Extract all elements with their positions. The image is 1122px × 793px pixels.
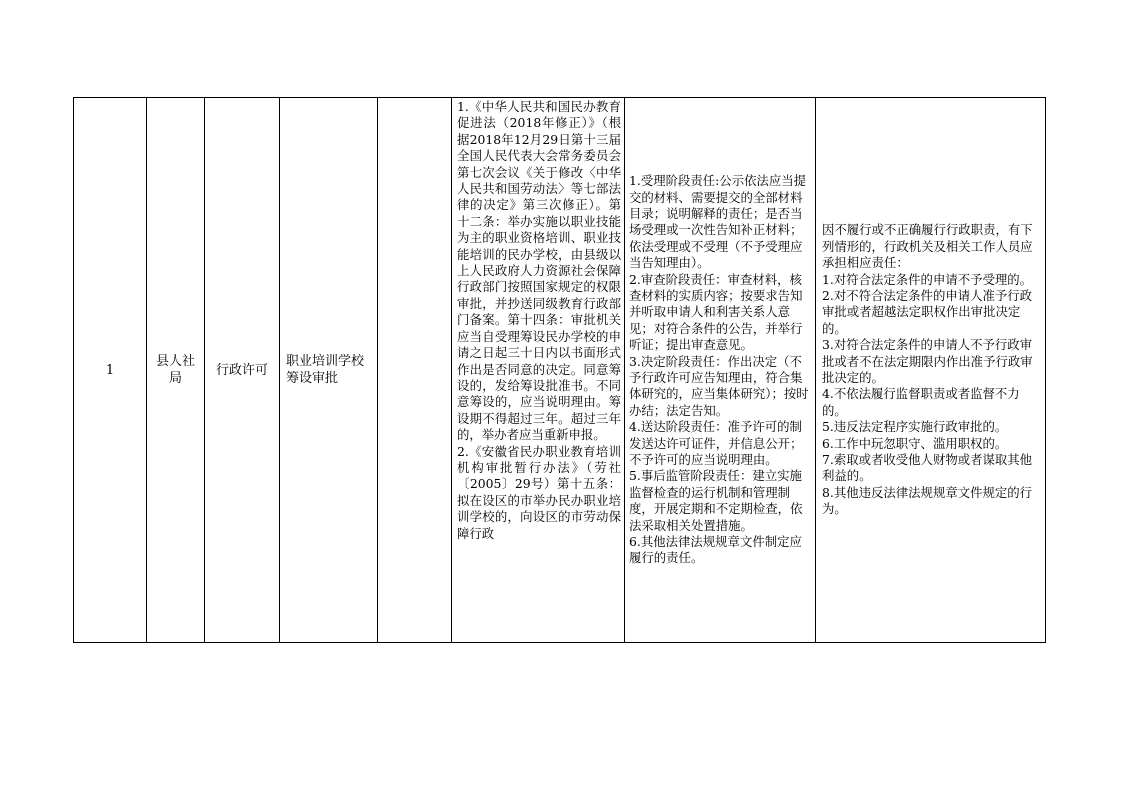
duty-item: 2.审查阶段责任：审查材料，核查材料的实质内容；按要求告知并听取申请人和利害关系人意见；对符合条件的公告，并举行听证；提出审查意见。 (629, 271, 803, 353)
accountability-item: 8.其他违反法律法规规章文件规定的行为。 (822, 484, 1033, 517)
category-cell (205, 98, 280, 642)
accountability-item: 因不履行或不正确履行行政职责，有下列情形的，行政机关及相关工作人员应承担相应责任： (822, 222, 1033, 271)
accountability-item: 2.对不符合法定条件的申请人准予行政审批或者超越法定职权作出审批决定的。 (822, 287, 1033, 336)
duties-cell (625, 98, 816, 642)
row-index-cell (74, 98, 147, 642)
accountability-cell (816, 98, 1045, 642)
accountability-item: 5.违反法定程序实施行政审批的。 (822, 419, 1008, 435)
accountability-item: 6.工作中玩忽职守、滥用职权的。 (822, 435, 1008, 451)
category: 行政许可 (215, 362, 268, 378)
duty-item: 4.送达阶段责任：准予许可的制发送达许可证件，并信息公开；不予许可的应当说明理由。 (629, 419, 803, 468)
legal-basis-paragraph: 1.《中华人民共和国民办教育促进法（2018年修正）》（根据2018年12月29日第十三届全国人民代表大会常务委员会第七次会议《关于修改〈中华人民共和国劳动法〉等七部法律的决定》第三次修正）。第十二条：举办实施以职业技能为主的职业资格培训、职业技能培训的民办学校，由县级以上人民政府人力资源社会保障行政部门按照国家规定的权限审批，并抄送同级教育行政部门备案。第十四条：审批机关应当自受理筹设民办学校的申请之日起三十日内以书面形式作出是否同意的决定。同意筹设的，发给筹设批准书。不同意筹设的，应当说明理由。筹设期不得超过三年。超过三年的，举办者应当重新申报。 (457, 99, 621, 443)
duty-item: 5.事后监管阶段责任：建立实施监督检查的运行机制和管理制度，开展定期和不定期检查，依法采取相关处置措施。 (629, 468, 803, 533)
legal-basis-paragraph: 2.《安徽省民办职业教育培训机构审批暂行办法》（劳社〔2005〕29号）第十五条：拟在设区的市举办民办职业培训学校的，向设区的市劳动保障行政 (457, 443, 621, 541)
accountability-item: 7.索取或者收受他人财物或者谋取其他利益的。 (822, 452, 1033, 484)
sub-item-cell (378, 98, 452, 642)
item-cell (280, 98, 378, 642)
row-index: 1 (105, 362, 115, 378)
accountability-item: 3.对符合法定条件的申请人不予行政审批或者不在法定期限内作出准予行政审批决定的。 (822, 337, 1033, 385)
department-cell (147, 98, 205, 642)
duty-item: 6.其他法律法规规章文件制定应履行的责任。 (629, 534, 802, 566)
legal-basis-cell (452, 98, 625, 642)
duty-item: 3.决定阶段责任：作出决定（不予行政许可应告知理由，符合集体研究的，应当集体研究）；按时办结；法定告知。 (629, 353, 809, 418)
accountability-list (822, 222, 1042, 517)
accountability-item: 4.不依法履行监督职责或者监督不力的。 (822, 386, 1020, 418)
department: 县人社局 (155, 354, 195, 386)
item-name: 职业培训学校筹设审批 (286, 354, 365, 386)
duties-list (629, 173, 812, 567)
power-list-table (73, 97, 1046, 643)
accountability-item: 1.对符合法定条件的申请不予受理的。 (822, 271, 1033, 287)
duty-item: 1.受理阶段责任:公示依法应当提交的材料、需要提交的全部材料目录；说明解释的责任；是否当场受理或一次性告知补正材料；依法受理或不受理（不予受理应当告知理由）。 (629, 173, 807, 271)
